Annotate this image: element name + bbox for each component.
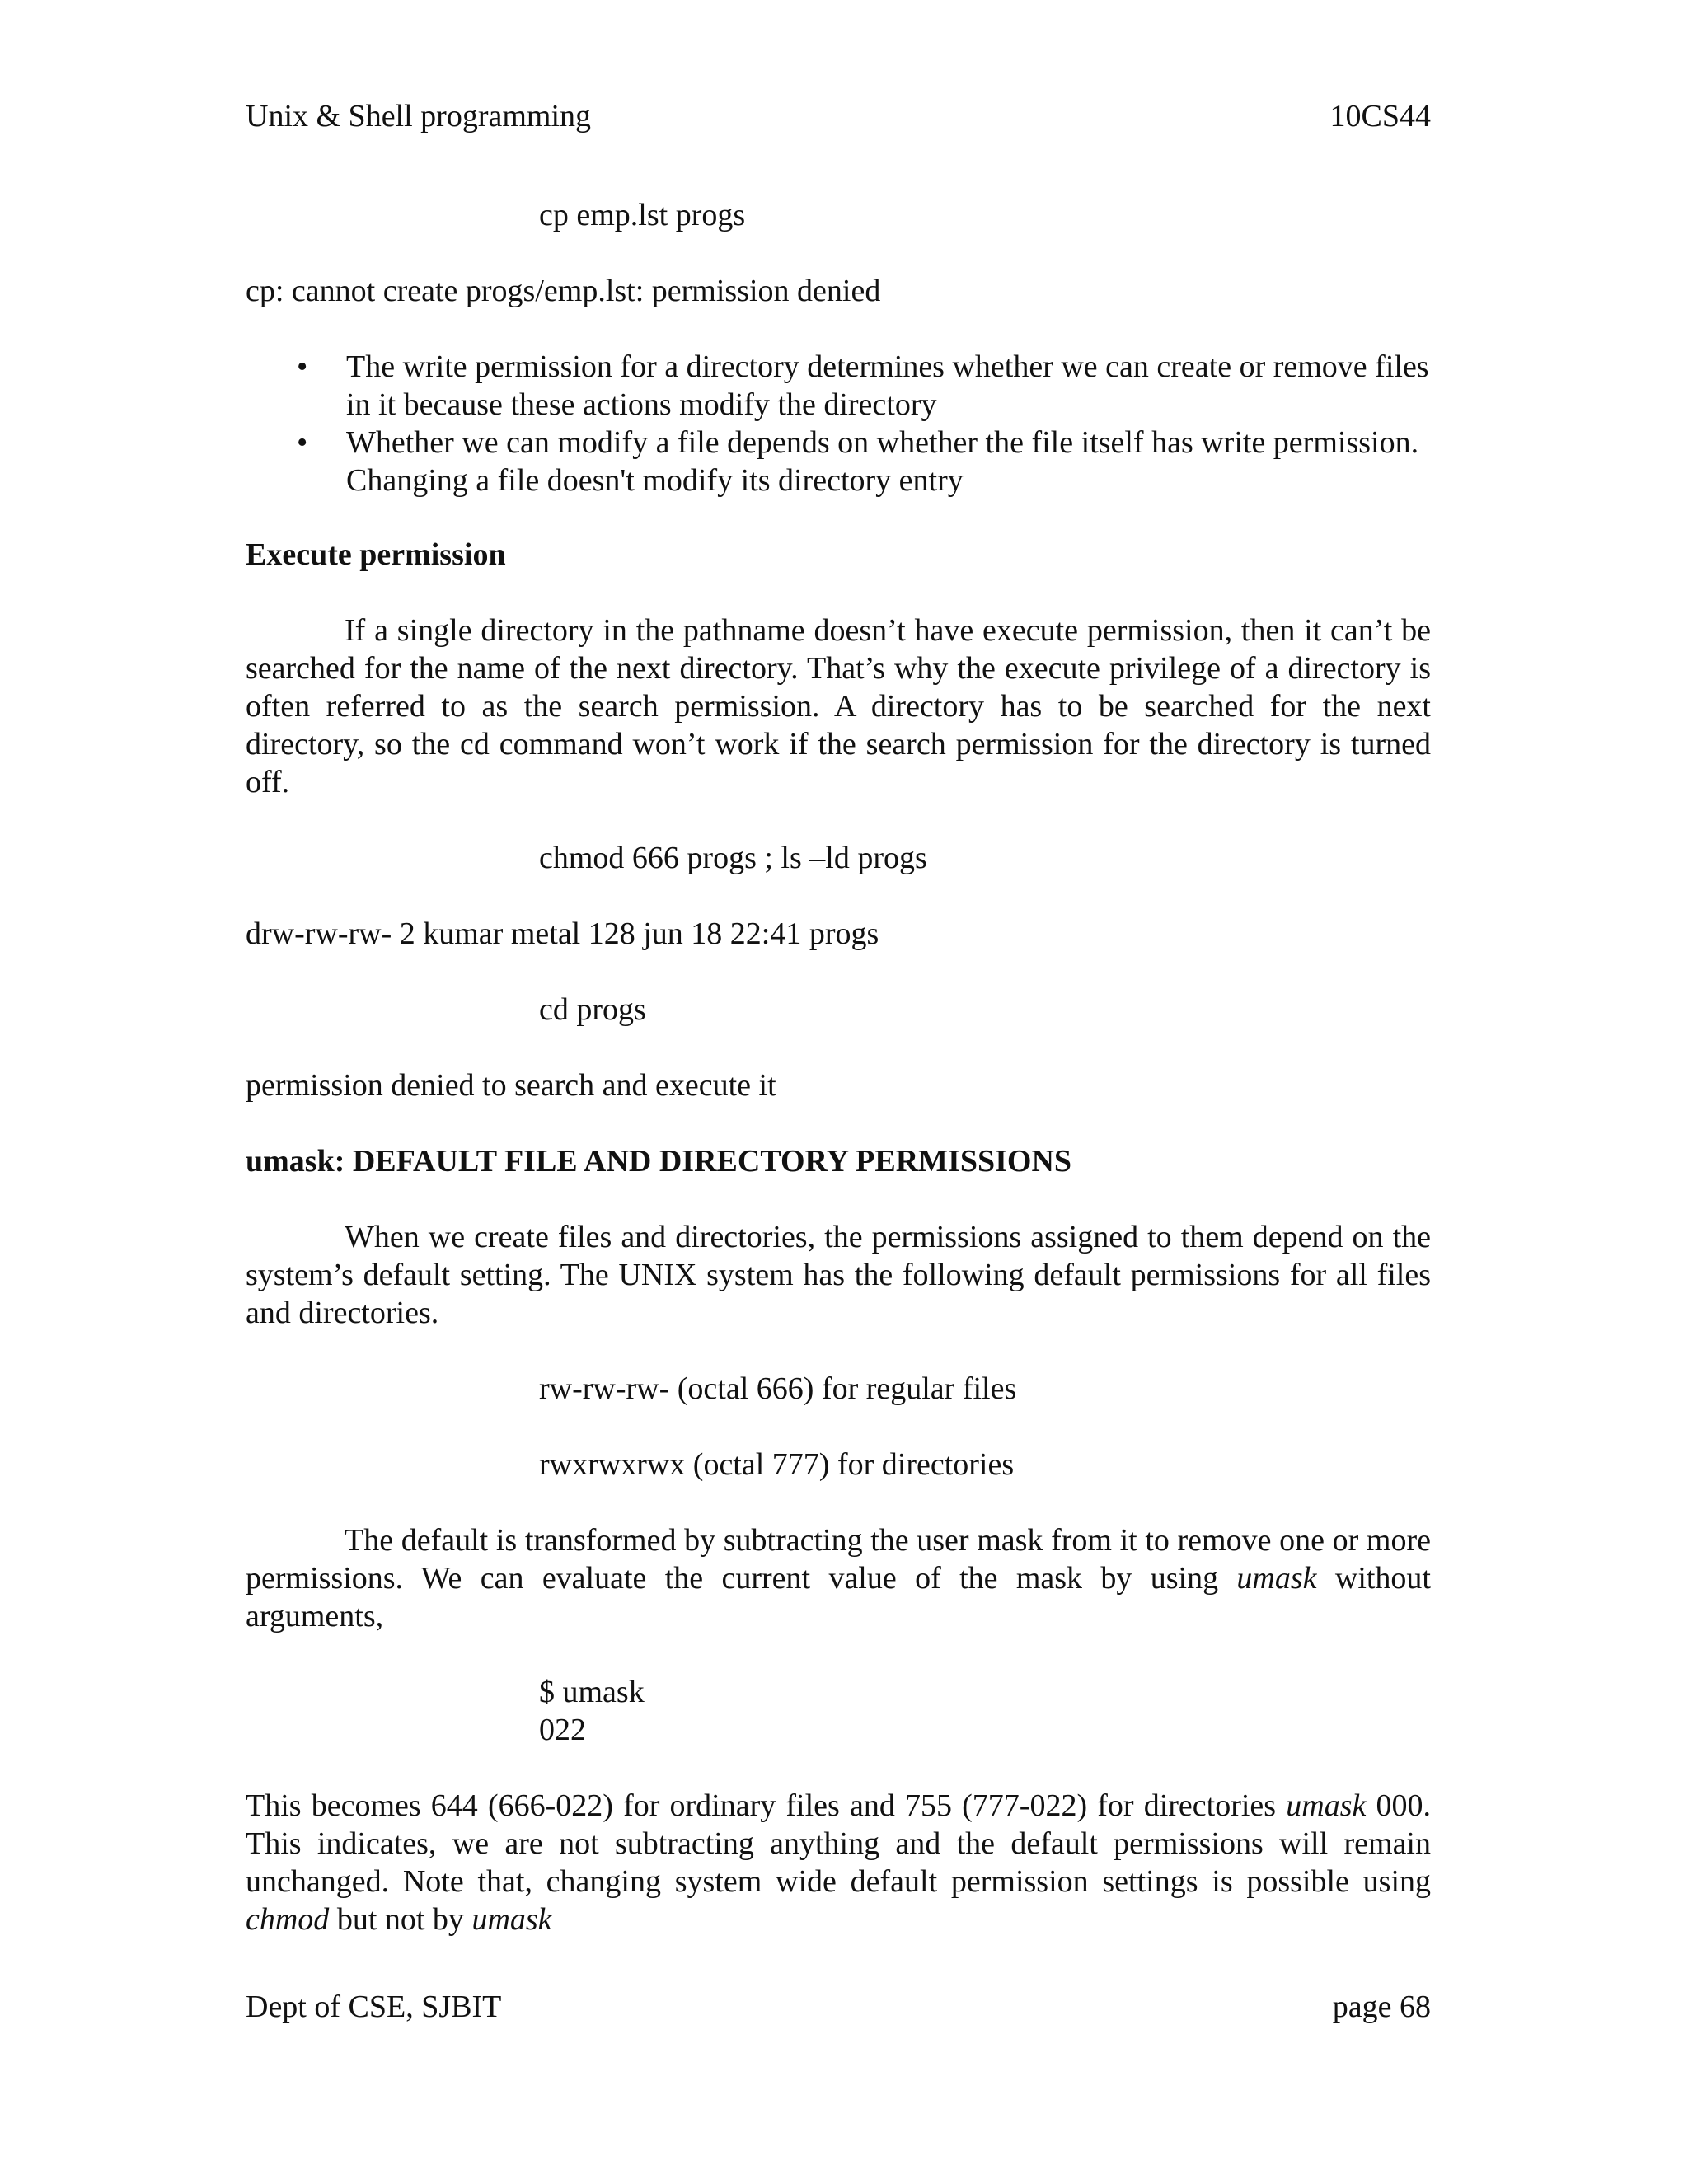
paragraph-umask: When we create files and directories, the permissions assigned to them depend on the system’s default setting. The UNIX system has the following default permissions for all files and directories. <box>246 1220 1431 1330</box>
umask-output: 022 <box>539 1713 586 1747</box>
paragraph-final <box>246 1787 1431 1938</box>
paragraph-text: This becomes 644 (666-022) for ordinary files and 755 (777-022) for directories <box>246 1788 1287 1823</box>
command-cd: cd progs <box>539 992 646 1027</box>
paragraph-text: 000. This indicates, we are not subtracting anything and the default permissions will remain unchanged. Note that, changing system wide default permission settings is possible using <box>246 1788 1432 1899</box>
inline-command: chmod <box>246 1902 330 1937</box>
paragraph-text: but not by <box>329 1902 472 1937</box>
heading-execute-permission: Execute permission <box>246 537 506 572</box>
inline-command: umask <box>471 1902 552 1937</box>
paragraph-execute: If a single directory in the pathname doesn’t have execute permission, then it can’t be searched for the name of the next directory. That’s why the execute privilege of a directory is often referred to as the search permission. A directory has to be searched for the next directory, so the cd command won’t work if the search permission for the directory is turned off. <box>246 613 1431 799</box>
footer-department: Dept of CSE, SJBIT <box>246 1990 502 2024</box>
bullet-icon: • <box>297 425 308 460</box>
header-course-code: 10CS44 <box>1329 99 1431 134</box>
paragraph-text: without arguments, <box>246 1561 1431 1633</box>
command-umask: $ umask <box>539 1675 645 1709</box>
permission-regular-files: rw-rw-rw- (octal 666) for regular files <box>539 1371 1017 1406</box>
heading-umask: umask: DEFAULT FILE AND DIRECTORY PERMISSIONS <box>246 1144 1072 1179</box>
command-cp: cp emp.lst progs <box>539 198 746 232</box>
cp-error-output: cp: cannot create progs/emp.lst: permission denied <box>246 274 881 308</box>
list-item-text: Whether we can modify a file depends on whether the file itself has write permission. Changing a file doesn't modify its directory entry <box>346 425 1419 498</box>
list-item <box>246 424 1431 499</box>
inline-command: umask <box>1286 1788 1367 1823</box>
footer-page-number: page 68 <box>1332 1990 1431 2024</box>
header-title: Unix & Shell programming <box>246 99 592 134</box>
cd-error-output: permission denied to search and execute it <box>246 1068 776 1103</box>
bullet-icon: • <box>297 349 308 384</box>
inline-command: umask <box>1236 1561 1317 1596</box>
list-item-text: The write permission for a directory determines whether we can create or remove files in it because these actions modify the directory <box>346 349 1429 422</box>
list-item <box>246 348 1431 424</box>
ls-output: drw-rw-rw- 2 kumar metal 128 jun 18 22:41 progs <box>246 916 879 951</box>
paragraph-default-transform <box>246 1521 1431 1635</box>
command-chmod: chmod 666 progs ; ls –ld progs <box>539 841 927 875</box>
permission-directories: rwxrwxrwx (octal 777) for directories <box>539 1447 1015 1482</box>
paragraph-text: The default is transformed by subtracting the user mask from it to remove one or more permissions. We can evaluate the current value of the mask by using <box>246 1523 1431 1596</box>
bullet-list <box>246 348 1431 499</box>
